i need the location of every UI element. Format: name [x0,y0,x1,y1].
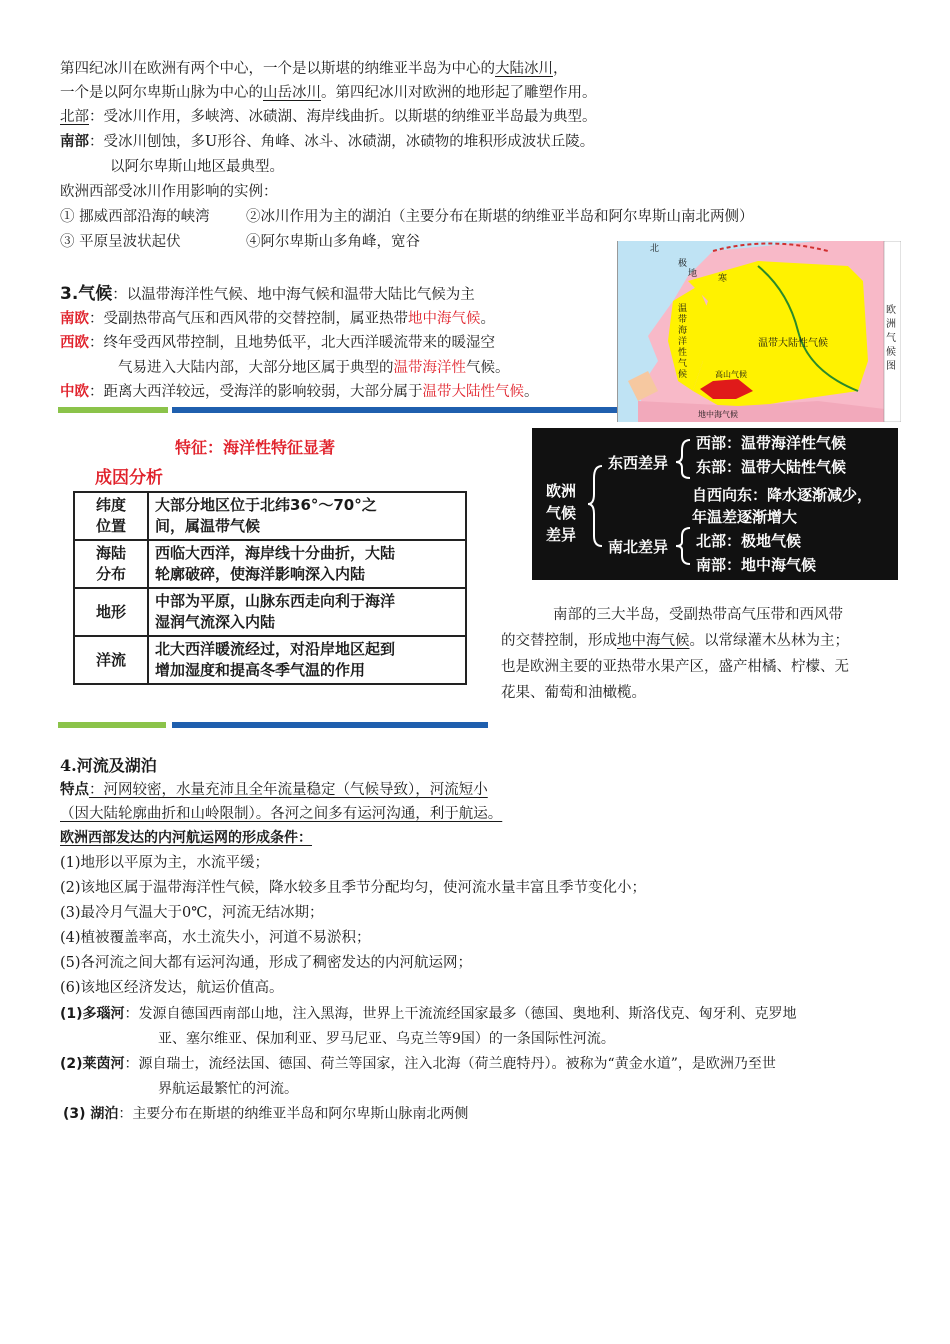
map-alpine-label: 高山气候 [715,370,747,379]
danube [60,1003,797,1025]
row-value [148,588,466,636]
text: ：受副热带高气压和西风带的交替控制，属亚热带 [89,311,408,327]
value-line: 轮廓破碎，使海洋影响深入内陆 [155,565,366,583]
diff-west: 西部：温带海洋性气候 [696,434,847,452]
map-ocean-label: 气 [678,359,688,369]
rhine-2: 界航运最繁忙的河流。 [158,1081,298,1097]
europe-climate-map [617,241,901,422]
example-3: ③ 平原呈波状起伏 [60,234,181,250]
condition-item: (2)该地区属于温带海洋性气候，降水较多且季节分配均匀，使河流水量丰富且季节变化小； [60,880,647,896]
red-term: 地中海气候 [408,311,481,327]
red-term: 温带大陆性气候 [422,384,524,400]
key-line: 纬度 [95,496,126,514]
climate-west [60,332,495,354]
map-side-title: 气 [886,333,896,344]
diff-root: 气候 [546,504,577,522]
condition-item: (5)各河流之间大都有运河沟通，形成了稠密发达的内河航运网； [60,955,473,971]
value-line: 西临大西洋，海岸线十分曲折，大陆 [155,544,396,562]
key-line: 地形 [95,602,126,621]
south-label: 南部 [60,134,89,150]
glacier-north [60,106,597,128]
examples-title: 欧洲西部受冰川作用影响的实例： [60,184,278,200]
glacier-south-2: 以阿尔卑斯山地区最典型。 [110,159,284,175]
text: ：受冰川刨蚀，多U形谷、角峰、冰斗、冰碛湖，冰碛物的堆积形成波状丘陵。 [89,134,595,150]
climate-west-2 [118,357,510,379]
condition-item: (6)该地区经济发达，航运价值高。 [60,980,284,996]
map-ocean-label: 海 [678,326,688,336]
text: 一个是以阿尔卑斯山脉为中心的 [60,85,263,101]
cause-table [73,491,467,685]
glacier-south [60,131,594,153]
map-ocean-label: 洋 [678,337,688,347]
climate-central [60,381,539,403]
text: ：河网较密，水量充沛且全年流量稳定（气候导致），河流短小 [89,782,488,798]
danube-label: (1)多瑙河 [60,1006,125,1022]
map-ocean-label: 候 [678,370,688,380]
separator-green [58,722,166,728]
key-line: 海陆 [95,544,126,562]
underlined-term: 山岳冰川 [263,85,321,101]
text: ：受冰川作用，多峡湾、冰碛湖、海岸线曲折。以斯堪的纳维亚半岛最为典型。 [89,109,597,125]
feature-title: 特征：海洋性特征显著 [175,438,336,457]
table-row [74,540,466,588]
east-west-label: 东西差异 [608,454,669,472]
separator-blue [172,722,488,728]
table-row [74,636,466,684]
row-value [148,540,466,588]
value-line: 北大西洋暖流经过，对沿岸地区起到 [155,640,396,658]
lake-label: (3) 湖泊 [63,1106,119,1122]
example-4: ④阿尔卑斯山多角峰，宽谷 [246,234,420,250]
diff-east: 东部：温带大陆性气候 [696,458,847,476]
text: 气候。 [466,360,510,376]
text: ， [553,61,568,77]
text: 第四纪冰川在欧洲有两个中心，一个是以斯堪的纳维亚半岛为中心的 [60,61,495,77]
table-row [74,492,466,540]
map-side-title: 欧 [886,305,896,316]
map-cold-label: 寒 [718,274,728,284]
diff-root: 欧洲 [546,482,577,500]
feature-label: 特点 [60,782,89,798]
underlined-term: 地中海气候 [617,633,690,649]
example-1: ① 挪威西部沿海的峡湾 [60,209,210,225]
map-polar-label-1: 极 [678,259,688,269]
south-para-3: 也是欧洲主要的亚热带水果产区，盛产柑橘、柠檬、无 [501,659,849,675]
key-line: 洋流 [95,650,126,669]
map-side-title: 洲 [886,319,896,330]
red-term: 温带海洋性 [393,360,466,376]
climate-heading [60,283,475,306]
example-2: ②冰川作用为主的湖泊（主要分布在斯堪的纳维亚半岛和阿尔卑斯山南北两侧） [246,209,754,225]
condition-item: (3)最冷月气温大于0℃，河流无结冰期； [60,905,324,921]
south-para-2 [501,630,849,652]
map-ocean-label: 温 [678,304,688,314]
rivers-heading: 4.河流及湖泊 [60,756,157,775]
map-side-title: 候 [886,347,896,358]
separator-green [58,407,168,413]
value-line: 中部为平原，山脉东西走向利于海洋 [155,592,396,610]
underlined-term: 大陆冰川 [495,61,553,77]
value-line: 增加湿度和提高冬季气温的作用 [155,661,366,679]
value-line: 大部分地区位于北纬36°～70°之 [155,496,377,514]
climate-difference-box [532,428,898,580]
text: ：以温带海洋性气候、地中海气候和温带大陆比气候为主 [112,287,475,303]
table-row [74,588,466,636]
row-key [74,636,148,684]
glacier-line-1 [60,58,568,80]
key-line: 分布 [95,565,126,583]
map-ocean-label: 带 [678,315,688,325]
condition-item: (1)地形以平原为主，水流平缓； [60,855,270,871]
map-side-title: 图 [886,361,896,372]
text: ：源自瑞士，流经法国、德国、荷兰等国家，注入北海（荷兰鹿特丹）。被称为“黄金水道”，是欧洲乃至世 [124,1056,776,1072]
row-value [148,636,466,684]
north-south-label: 南北差异 [608,538,669,556]
danube-2: 亚、塞尔维亚、保加利亚、罗马尼亚、乌克兰等9国）的一条国际性河流。 [158,1031,615,1047]
text: 。 [524,384,539,400]
north-label: 北部 [60,109,89,125]
rivers-feature [60,779,488,801]
map-polar-label-2: 地 [688,269,698,279]
diff-north: 北部：极地气候 [696,532,802,550]
map-med-label: 地中海气候 [698,410,738,419]
diff-south: 南部：地中海气候 [696,556,817,574]
glacier-line-2 [60,82,597,104]
rhine-label: (2)莱茵河 [60,1056,125,1072]
conditions-title: 欧洲西部发达的内河航运网的形成条件： [60,830,312,846]
text: ：距离大西洋较远，受海洋的影响较弱，大部分属于 [89,384,423,400]
heading-number: 3. [60,284,79,304]
map-continental-label: 温带大陆性气候 [758,338,828,349]
diff-root: 差异 [546,526,577,544]
map-north-label: 北 [650,244,660,254]
text: ：终年受西风带控制，且地势低平，北大西洋暖流带来的暖湿空 [89,335,495,351]
text: 的交替控制，形成 [501,633,617,649]
text: 。 [480,311,495,327]
south-europe-label: 南欧 [60,311,89,327]
row-key [74,588,148,636]
condition-item: (4)植被覆盖率高，水土流失小，河道不易淤积； [60,930,371,946]
central-europe-label: 中欧 [60,384,89,400]
south-para-4: 花果、葡萄和油橄榄。 [501,685,646,701]
text: 。第四纪冰川对欧洲的地形起了雕塑作用。 [321,85,597,101]
text: 。以常绿灌木丛林为主； [689,633,849,649]
diff-trend-1: 自西向东：降水逐渐减少， [692,486,873,504]
row-key [74,540,148,588]
value-line: 湿润气流深入内陆 [155,613,276,631]
row-value [148,492,466,540]
cause-title: 成因分析 [95,468,163,488]
row-key [74,492,148,540]
map-graphic [618,241,901,422]
key-line: 位置 [95,517,126,535]
separator-blue [172,407,620,413]
text: ：主要分布在斯堪的纳维亚半岛和阿尔卑斯山脉南北两侧 [118,1106,469,1122]
lakes [63,1103,468,1125]
value-line: 间，属温带气候 [155,517,261,535]
heading-title: 气候 [78,284,113,304]
text: ：发源自德国西南部山地，注入黑海，世界上干流流经国家最多（德国、奥地利、斯洛伐克、匈牙利、克罗地 [124,1006,797,1022]
diff-trend-2: 年温差逐渐增大 [692,508,798,526]
rivers-feature-2: （因大陆轮廓曲折和山岭限制）。各河之间多有运河沟通，利于航运。 [60,806,503,822]
climate-south [60,308,495,330]
west-europe-label: 西欧 [60,335,89,351]
text: 气易进入大陆内部，大部分地区属于典型的 [118,360,394,376]
rhine [60,1053,776,1075]
south-para-1: 南部的三大半岛，受副热带高气压带和西风带 [553,607,843,623]
map-ocean-label: 性 [678,348,688,358]
